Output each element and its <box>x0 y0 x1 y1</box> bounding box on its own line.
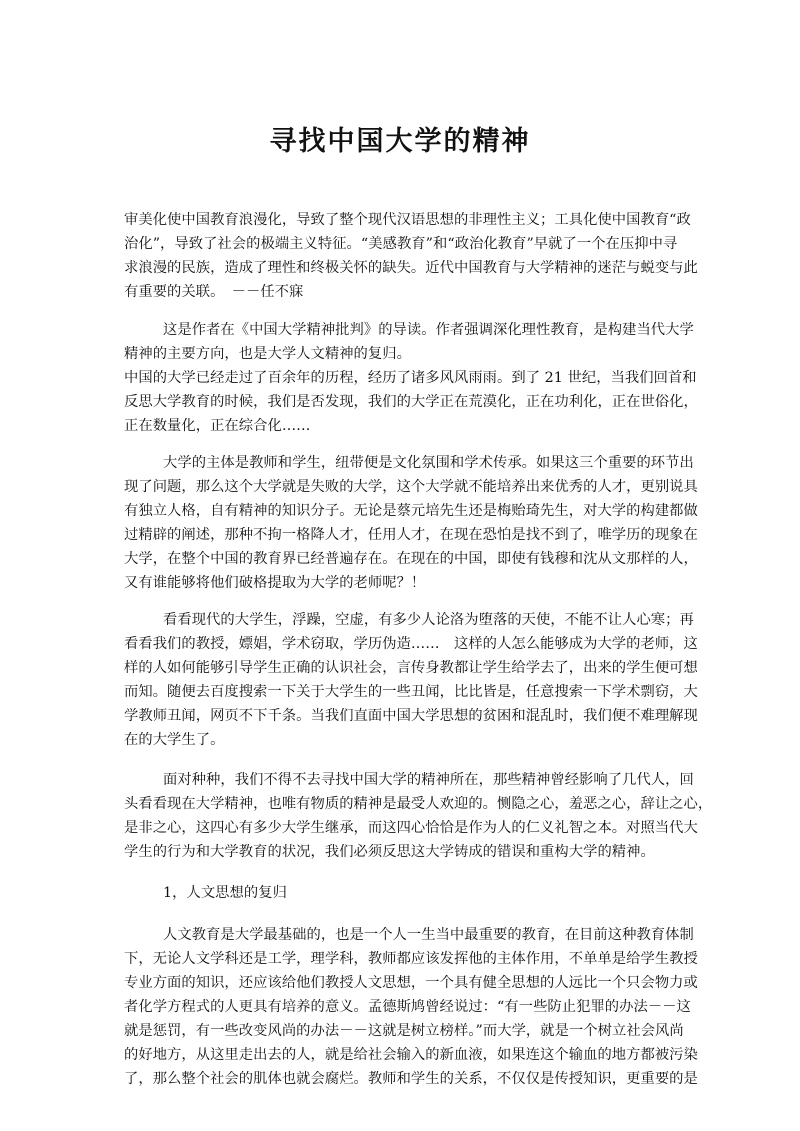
paragraph-1-line-1: 这是作者在《中国大学精神批判》的导读。作者强调深化理性教育，是构建当代大学 <box>163 322 694 338</box>
paragraph-1-line-2: 精神的主要方向，也是大学人文精神的复归。 <box>124 346 411 362</box>
intro-line-4: 有重要的关联。 －－任不寐 <box>124 284 304 300</box>
paragraph-2-line-1: 大学的主体是教师和学生，纽带便是文化氛围和学术传承。如果这三个重要的环节出 <box>163 455 694 471</box>
paragraph-5-line-7: 了，那么整个社会的肌体也就会腐烂。教师和学生的关系，不仅仅是传授知识，更重要的是 <box>124 1071 698 1087</box>
intro-line-3: 求浪漫的民族，造成了理性和终极关怀的缺失。近代中国教育与大学精神的迷茫与蜕变与此 <box>124 260 698 276</box>
section-heading: 1，人文思想的复归 <box>163 885 287 901</box>
paragraph-3-line-2: 看看我们的教授，嫖娼，学术窃取，学历伪造…… 这样的人怎么能够成为大学的老师，这 <box>124 636 698 652</box>
paragraph-4-line-4: 学生的行为和大学教育的状况，我们必须反思这大学铸成的错误和重构大学的精神。 <box>124 844 655 860</box>
paragraph-2-line-3: 有独立人格，自有精神的知识分子。无论是蔡元培先生还是梅贻琦先生，对大学的构建都做 <box>124 503 698 519</box>
paragraph-5-line-2: 下，无论人文学科还是工学，理学科，教师都应该发挥他的主体作用，不单单是给学生教授 <box>124 951 698 967</box>
document-title: 寻找中国大学的精神 <box>269 126 531 157</box>
paragraph-1-line-4: 反思大学教育的时候，我们是否发现，我们的大学正在荒漠化，正在功利化，正在世俗化， <box>124 394 698 410</box>
paragraph-3-line-6: 在的大学生了。 <box>124 732 225 748</box>
paragraph-2-line-2: 现了问题，那么这个大学就是失败的大学，这个大学就不能培养出来优秀的人才，更别说具 <box>124 479 698 495</box>
paragraph-4-line-3: 是非之心，这四心有多少大学生继承，而这四心恰恰是作为人的仁义礼智之本。对照当代大 <box>124 820 698 836</box>
paragraph-3-line-5: 学教师丑闻，网页不下千条。当我们直面中国大学思想的贫困和混乱时，我们便不难理解现 <box>124 708 698 724</box>
paragraph-5-line-4: 者化学方程式的人更具有培养的意义。孟德斯鸠曾经说过：“有一些防止犯罪的办法－－这 <box>124 999 691 1015</box>
paragraph-5-line-6: 的好地方，从这里走出去的人，就是给社会输入的新血液，如果连这个输血的地方都被污染 <box>124 1047 698 1063</box>
paragraph-4-line-1: 面对种种，我们不得不去寻找中国大学的精神所在，那些精神曾经影响了几代人，回 <box>163 772 694 788</box>
paragraph-5-line-1: 人文教育是大学最基础的，也是一个人一生当中最重要的教育，在目前这种教育体制 <box>163 927 694 943</box>
paragraph-5-line-3: 专业方面的知识，还应该给他们教授人文思想，一个具有健全思想的人远比一个只会物力或 <box>124 975 698 991</box>
paragraph-1-line-3: 中国的大学已经走过了百余年的历程，经历了诸多风风雨雨。到了 21 世纪，当我们回首和 <box>124 370 697 386</box>
paragraph-3-line-3: 样的人如何能够引导学生正确的认识社会，言传身教都让学生给学去了，出来的学生便可想 <box>124 660 698 676</box>
paragraph-2-line-4: 过精辟的阐述，那种不拘一格降人才，任用人才，在现在恐怕是找不到了，唯学历的现象在 <box>124 527 698 543</box>
paragraph-3-line-4: 而知。随便去百度搜索一下关于大学生的一些丑闻，比比皆是，任意搜索一下学术剽窃，大 <box>124 684 698 700</box>
intro-line-1: 审美化使中国教育浪漫化，导致了整个现代汉语思想的非理性主义；工具化使中国教育“政 <box>124 212 691 228</box>
paragraph-2-line-5: 大学，在整个中国的教育界已经普遍存在。在现在的中国，即使有钱穆和沈从文那样的人， <box>124 551 698 567</box>
paragraph-5-line-5: 就是惩罚，有一些改变风尚的办法－－这就是树立榜样。”而大学，就是一个树立社会风尚 <box>124 1023 684 1039</box>
paragraph-2-line-6: 又有谁能够将他们破格提取为大学的老师呢？！ <box>124 575 426 591</box>
paragraph-1-line-5: 正在数量化，正在综合化…… <box>124 418 311 434</box>
intro-line-2: 治化”，导致了社会的极端主义特征。“美感教育”和“政治化教育”早就了一个在压抑中寻 <box>124 236 678 252</box>
paragraph-3-line-1: 看看现代的大学生，浮躁，空虚，有多少人论洛为堕落的天使，不能不让人心寒；再 <box>163 612 694 628</box>
paragraph-4-line-2: 头看看现在大学精神，也唯有物质的精神是最受人欢迎的。恻隐之心，羞恶之心，辞让之心， <box>124 796 713 812</box>
